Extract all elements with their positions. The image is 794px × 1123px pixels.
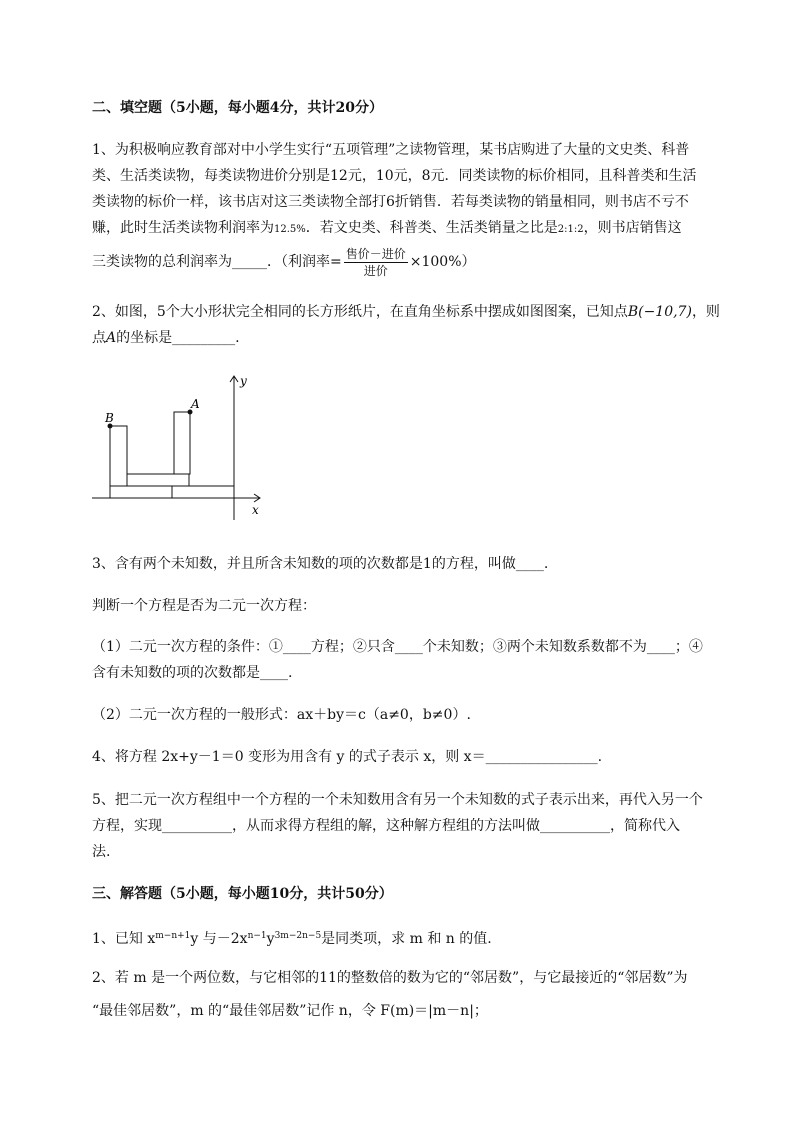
fraction-numerator: 售价－进价	[345, 246, 406, 261]
q1-line5	[92, 244, 476, 280]
label-a: A	[191, 397, 200, 411]
exponent-2: n−1	[247, 931, 267, 941]
q2-text-a: 2、如图，5个大小形状完全相同的长方形纸片，在直角坐标系中摆成如图图案，已知点	[92, 304, 628, 320]
q2-point-b: B(−10,7)	[627, 304, 692, 320]
q1-ratio: 2:1:2	[557, 224, 584, 235]
q2-text-c: 点	[92, 330, 106, 346]
q1-line4	[92, 218, 682, 240]
q1-text-c: ．若文史类、科普类、生活类销量之比是	[305, 220, 558, 236]
q3-line5: （2）二元一次方程的一般形式：ax＋by＝c（a≠0，b≠0）.	[92, 707, 471, 723]
s3q1-post: 是同类项，求 m 和 n 的值.	[321, 931, 492, 947]
q2-text-b: ，则	[691, 304, 720, 320]
label-x: x	[252, 503, 259, 517]
s3q1-mid1: y 与－2x	[190, 931, 248, 947]
q5-line3: 法.	[92, 844, 111, 860]
exponent-3: 3m−2n−5	[274, 931, 322, 941]
q1-text-5a: 三类读物的总利润率为_____．（利润率=	[92, 254, 342, 270]
rect-right-vertical	[174, 412, 190, 474]
exponent-1: m−n+1	[155, 931, 191, 941]
q2-line1	[92, 302, 720, 322]
q1-line1: 1、为积极响应教育部对中小学生实行“五项管理”之读物管理，某书店购进了大量的文史类、科普	[92, 142, 690, 158]
section3-heading: 三、解答题（5小题，每小题10分，共计50分）	[92, 886, 393, 902]
q2-line2	[92, 328, 240, 348]
q1-text-5b: ×100%）	[409, 254, 476, 270]
fraction-denominator: 进价	[363, 263, 388, 278]
coordinate-figure	[92, 370, 268, 526]
s3q2-line2: “最佳邻居数”，m 的“最佳邻居数”记作 n，令 F(m)＝|m－n|；	[92, 1003, 488, 1019]
rect-bottom-left	[110, 486, 172, 498]
profit-fraction	[344, 246, 408, 279]
q1-text-e: ，则书店销售这	[583, 220, 682, 236]
rect-left-vertical	[110, 426, 127, 486]
q3-line3: （1）二元一次方程的条件：①____方程；②只含____个未知数；③两个未知数系数都不为____；④	[92, 639, 703, 655]
q1-line3: 类读物的标价一样，该书店对这三类读物全部打6折销售．若每类读物的销量相同，则书店不亏不	[92, 194, 689, 210]
section2-heading: 二、填空题（5小题，每小题4分，共计20分）	[92, 100, 383, 116]
label-y: y	[240, 374, 247, 388]
q3-line2: 判断一个方程是否为二元一次方程：	[92, 598, 316, 614]
q2-point-a: A	[106, 330, 117, 346]
q5-line2: 方程，实现__________，从而求得方程组的解，这种解方程组的方法叫做__________，简称代入	[92, 818, 680, 834]
q1-text-a: 赚，此时生活类读物利润率为	[92, 220, 274, 236]
label-b: B	[105, 411, 114, 425]
rect-bottom-right	[172, 486, 234, 498]
rect-middle	[127, 474, 189, 486]
s3q1-line1	[92, 926, 492, 949]
q4-line1: 4、将方程 2x+y－1＝0 变形为用含有 y 的式子表示 x，则 x＝________________.	[92, 749, 603, 765]
s3q2-line1: 2、若 m 是一个两位数，与它相邻的11的整数倍的数为它的“邻居数”，与它最接近的“邻居数”为	[92, 970, 688, 986]
q1-line2: 类、生活类读物，每类读物进价分别是12元，10元，8元．同类读物的标价相同，且科普类和生活	[92, 168, 697, 184]
q5-line1: 5、把二元一次方程组中一个方程的一个未知数用含有另一个未知数的式子表示出来，再代入另一个	[92, 792, 703, 808]
q3-line4: 含有未知数的项的次数都是____.	[92, 665, 293, 681]
q3-line1: 3、含有两个未知数，并且所含未知数的项的次数都是1的方程，叫做____.	[92, 556, 549, 572]
q1-profit-rate: 12.5%	[274, 224, 306, 235]
q2-text-d: 的坐标是_________.	[116, 330, 240, 346]
s3q1-pre: 1、已知 x	[92, 931, 156, 947]
s3q1-mid2: y	[266, 931, 275, 947]
